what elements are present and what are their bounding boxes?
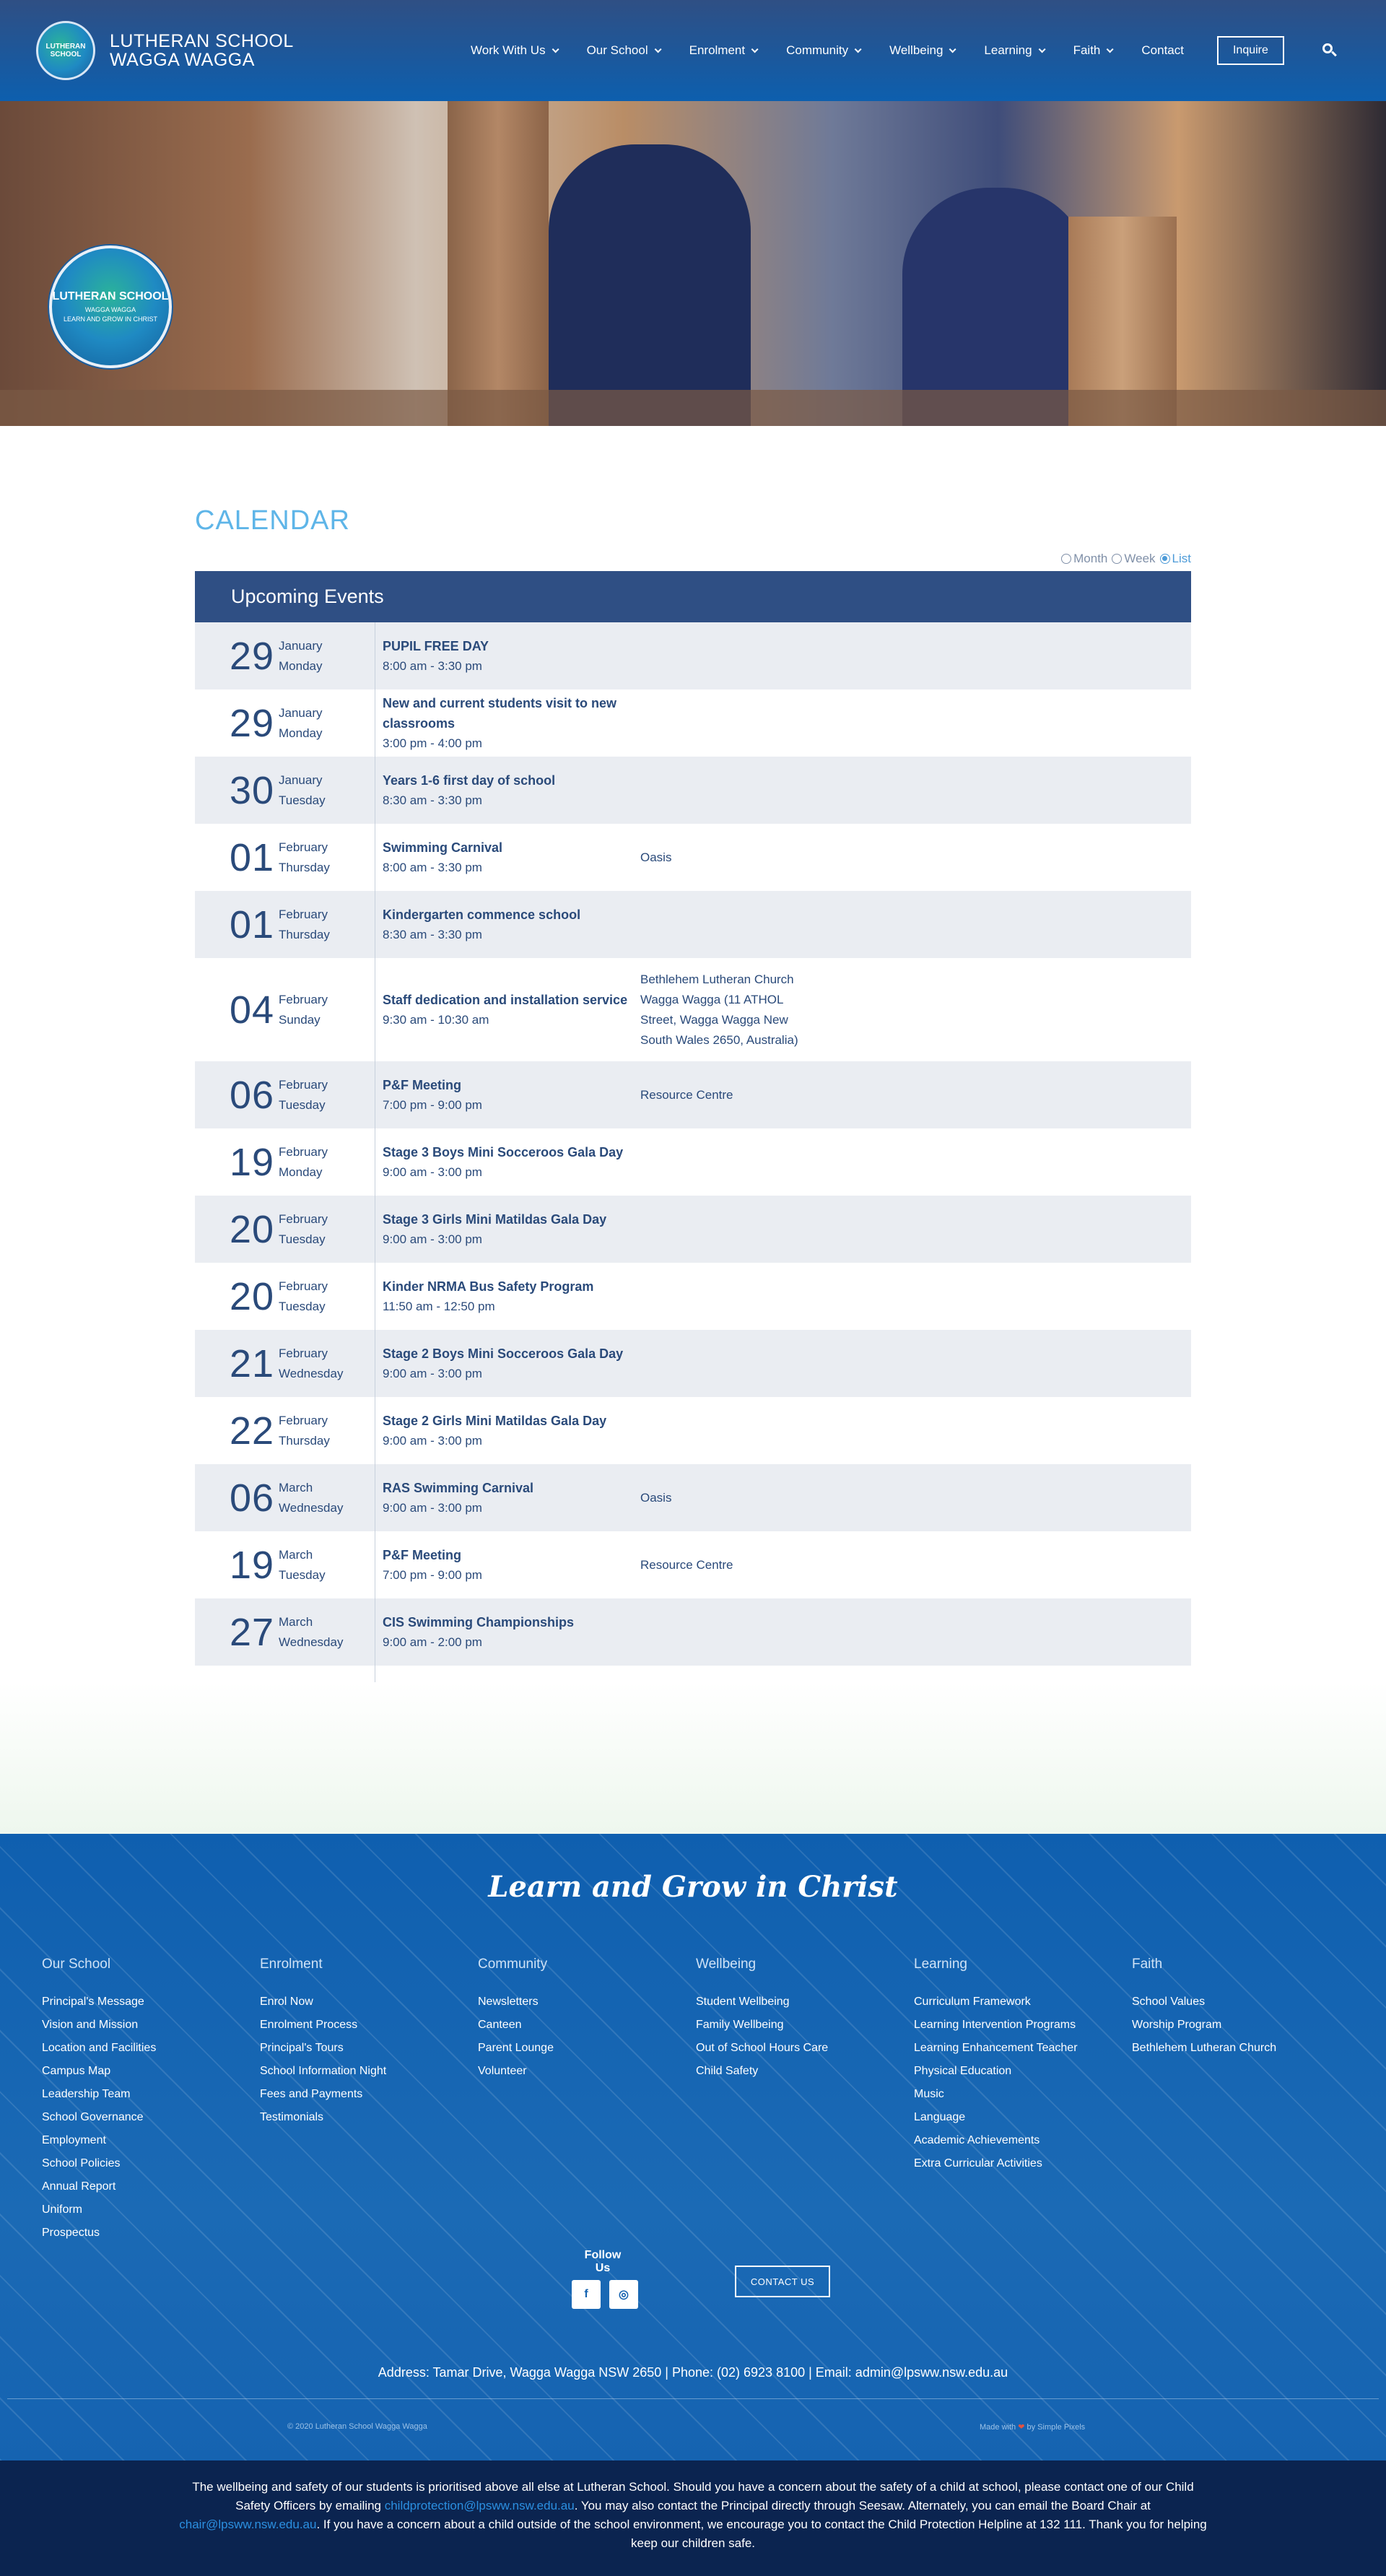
event-day: 20 (230, 1207, 275, 1251)
footer-link[interactable]: Principal's Tours (260, 2042, 344, 2054)
footer-link[interactable]: School Governance (42, 2111, 144, 2123)
view-label: List (1172, 552, 1191, 565)
footer-link[interactable]: School Policies (42, 2157, 121, 2170)
event-time: 9:00 am - 3:00 pm (383, 1232, 482, 1246)
footer-link[interactable]: Volunteer (478, 2065, 527, 2077)
event-time: 9:00 am - 2:00 pm (383, 1635, 482, 1649)
event-date (195, 622, 375, 689)
event-weekday: Thursday (279, 860, 330, 874)
footer-link[interactable]: Enrolment Process (260, 2019, 358, 2031)
event-date (195, 1531, 375, 1598)
nav-label: Faith (1073, 43, 1101, 57)
event-month-weekday (279, 1612, 343, 1653)
facebook-icon[interactable]: f (572, 2280, 601, 2309)
event-month: March (279, 1547, 313, 1562)
board-chair-email-link[interactable]: chair@lpsww.nsw.edu.au (179, 2518, 317, 2531)
footer-link-list (478, 1990, 696, 2083)
event-day: 19 (230, 1543, 275, 1587)
event-title[interactable]: RAS Swimming Carnival (383, 1480, 534, 1495)
footer-link[interactable]: Enrol Now (260, 1996, 313, 2008)
credit-prefix: Made with (980, 2423, 1016, 2432)
event-location (640, 1196, 799, 1263)
chevron-down-icon (552, 45, 559, 53)
event-title[interactable]: New and current students visit to new classrooms (383, 695, 617, 731)
nav-label: Work With Us (471, 43, 546, 57)
view-month-option[interactable] (1061, 552, 1107, 566)
event-row[interactable] (195, 1128, 1191, 1196)
footer-link[interactable]: Extra Curricular Activities (914, 2157, 1042, 2170)
footer-link[interactable]: Location and Facilities (42, 2042, 157, 2054)
view-label: Week (1124, 552, 1156, 565)
badge-motto: LEARN AND GROW IN CHRIST (63, 316, 157, 323)
footer-link[interactable]: Fees and Payments (260, 2088, 363, 2100)
event-info (375, 622, 640, 689)
event-month: February (279, 907, 328, 921)
event-row[interactable] (195, 689, 1191, 757)
event-day: 01 (230, 902, 275, 947)
event-date (195, 1464, 375, 1531)
event-time: 8:00 am - 3:30 pm (383, 658, 482, 673)
footer-column (914, 1957, 1132, 2245)
event-info (375, 1196, 640, 1263)
nav-label: Wellbeing (889, 43, 943, 57)
event-day: 06 (230, 1476, 275, 1520)
event-date (195, 689, 375, 757)
event-location (640, 1397, 799, 1464)
events-list-body (195, 622, 1191, 1733)
event-info (375, 1531, 640, 1598)
school-name-line2: WAGGA WAGGA (110, 50, 255, 70)
event-month-weekday (279, 837, 330, 878)
footer-column-title[interactable]: Learning (914, 1957, 967, 1972)
nav-community[interactable] (786, 43, 859, 58)
event-day: 01 (230, 835, 275, 879)
footer-column (478, 1957, 696, 2245)
event-weekday: Wednesday (279, 1366, 344, 1380)
event-month-weekday (279, 1478, 343, 1518)
event-title[interactable]: Stage 3 Girls Mini Matildas Gala Day (383, 1211, 607, 1227)
event-row[interactable] (195, 1330, 1191, 1397)
event-date (195, 891, 375, 958)
hero-image (0, 101, 1386, 426)
event-weekday: Thursday (279, 927, 330, 941)
footer-column (42, 1957, 260, 2245)
event-month: February (279, 1413, 328, 1427)
event-weekday: Tuesday (279, 793, 326, 807)
search-icon-handle (1331, 51, 1337, 57)
nav-our-school[interactable] (587, 43, 659, 58)
school-crest-badge (49, 245, 172, 368)
footer-link[interactable]: Vision and Mission (42, 2019, 139, 2031)
event-day: 27 (230, 1610, 275, 1654)
event-date (195, 1196, 375, 1263)
calendar-view-switch (1061, 552, 1191, 566)
view-list-option[interactable] (1160, 552, 1191, 566)
nav-label: Contact (1141, 43, 1184, 57)
event-date (195, 1397, 375, 1464)
radio-selected-icon (1160, 554, 1170, 564)
footer-divider (7, 2398, 1379, 2399)
event-info (375, 1263, 640, 1330)
event-row[interactable] (195, 1598, 1191, 1666)
badge-subtitle: WAGGA WAGGA (84, 305, 136, 313)
nav-contact[interactable] (1141, 43, 1184, 58)
event-month: March (279, 1480, 313, 1494)
event-month-weekday (279, 1545, 326, 1585)
events-list-header: Upcoming Events (195, 571, 1191, 622)
footer-link[interactable]: Learning Intervention Programs (914, 2019, 1076, 2031)
footer-link[interactable]: School Information Night (260, 2065, 387, 2077)
chevron-down-icon (751, 45, 759, 53)
school-name-line1: LUTHERAN SCHOOL (110, 31, 294, 51)
event-day: 29 (230, 634, 275, 678)
event-date (195, 1330, 375, 1397)
nav-label: Learning (984, 43, 1032, 57)
chevron-down-icon (654, 45, 661, 53)
event-title[interactable]: Stage 2 Boys Mini Socceroos Gala Day (383, 1346, 624, 1361)
event-info (375, 1464, 640, 1531)
event-location: Resource Centre (640, 1087, 733, 1102)
footer-link[interactable]: Child Safety (696, 2065, 759, 2077)
badge-title: LUTHERAN SCHOOL (52, 290, 169, 303)
event-location: Bethlehem Lutheran Church Wagga Wagga (11 ATHOL Street, Wagga Wagga New South Wales 2650, Australia) (640, 972, 798, 1047)
footer-link[interactable]: Campus Map (42, 2065, 111, 2077)
event-location (640, 689, 799, 757)
event-month-weekday (279, 703, 322, 744)
event-title[interactable]: Stage 3 Boys Mini Socceroos Gala Day (383, 1144, 624, 1159)
event-month-weekday (279, 990, 328, 1030)
event-row[interactable] (195, 891, 1191, 958)
site-footer (0, 1834, 1386, 2460)
child-safety-notice (0, 2460, 1386, 2576)
event-title[interactable]: Stage 2 Girls Mini Matildas Gala Day (383, 1413, 607, 1428)
event-title[interactable]: Staff dedication and installation service (383, 992, 628, 1007)
events-list (195, 571, 1191, 1733)
site-header (0, 0, 1386, 101)
heart-icon: ❤ (1018, 2423, 1025, 2432)
event-weekday: Wednesday (279, 1635, 344, 1649)
event-weekday: Sunday (279, 1012, 321, 1027)
nav-enrolment[interactable] (689, 43, 756, 58)
event-date (195, 1263, 375, 1330)
event-month-weekday (279, 1344, 343, 1384)
view-week-option[interactable] (1112, 552, 1155, 566)
footer-link[interactable]: Out of School Hours Care (696, 2042, 829, 2054)
event-weekday: Wednesday (279, 1500, 344, 1515)
event-info (375, 1061, 640, 1128)
event-location (640, 1263, 799, 1330)
page-title: CALENDAR (195, 505, 350, 536)
hero-student-left (549, 144, 751, 426)
event-date (195, 1598, 375, 1666)
event-day: 04 (230, 988, 275, 1032)
event-weekday: Monday (279, 1165, 323, 1179)
event-time: 11:50 am - 12:50 pm (383, 1299, 495, 1313)
footer-columns (42, 1957, 1350, 2245)
footer-link[interactable]: Canteen (478, 2019, 522, 2031)
event-title[interactable]: Kinder NRMA Bus Safety Program (383, 1279, 594, 1294)
footer-link[interactable]: Family Wellbeing (696, 2019, 784, 2031)
nav-faith[interactable] (1073, 43, 1112, 58)
footer-tagline: Learn and Grow in Christ (488, 1870, 898, 1904)
footer-link[interactable]: School Values (1132, 1996, 1206, 2008)
nav-label: Community (786, 43, 849, 57)
event-row[interactable] (195, 1531, 1191, 1598)
contact-us-button[interactable]: CONTACT US (735, 2266, 830, 2297)
notice-text: . If you have a concern about a child outside of the school environment, we encourage you to contact the Child Protection Helpline at 132 111. Thank you for helping keep our children safe. (316, 2518, 1207, 2550)
footer-link[interactable]: Student Wellbeing (696, 1996, 790, 2008)
hero-floor (0, 390, 1386, 426)
event-row[interactable] (195, 1061, 1191, 1128)
footer-column (260, 1957, 478, 2245)
event-time: 7:00 pm - 9:00 pm (383, 1097, 482, 1112)
event-title[interactable]: Years 1-6 first day of school (383, 773, 556, 788)
footer-link[interactable]: Curriculum Framework (914, 1996, 1031, 2008)
footer-link-list (42, 1990, 260, 2245)
event-date (195, 757, 375, 824)
chevron-down-icon (855, 45, 862, 53)
footer-link-list (696, 1990, 914, 2083)
chevron-down-icon (949, 45, 956, 53)
event-info (375, 689, 640, 757)
event-info (375, 1397, 640, 1464)
footer-address: Address: Tamar Drive, Wagga Wagga NSW 2650 | Phone: (02) 6923 8100 | Email: admin@lpsww.nsw.edu.au (378, 2365, 1008, 2380)
event-time: 9:00 am - 3:00 pm (383, 1433, 482, 1448)
event-month-weekday (279, 770, 326, 811)
event-row[interactable] (195, 622, 1191, 689)
event-day: 06 (230, 1073, 275, 1117)
event-row[interactable] (195, 1397, 1191, 1464)
footer-link[interactable]: Leadership Team (42, 2088, 131, 2100)
footer-column-title[interactable]: Wellbeing (696, 1957, 757, 1972)
event-info (375, 757, 640, 824)
school-name (110, 32, 294, 69)
footer-link[interactable]: Newsletters (478, 1996, 539, 2008)
event-info (375, 1598, 640, 1666)
event-time: 7:00 pm - 9:00 pm (383, 1567, 482, 1582)
event-time: 8:00 am - 3:30 pm (383, 860, 482, 874)
chevron-down-icon (1038, 45, 1045, 53)
footer-link[interactable]: Music (914, 2088, 944, 2100)
event-month: February (279, 992, 328, 1006)
main-nav (471, 0, 1284, 101)
event-month: February (279, 1279, 328, 1293)
event-day: 30 (230, 768, 275, 812)
event-weekday: Thursday (279, 1433, 330, 1448)
social-links (572, 2280, 638, 2309)
event-weekday: Tuesday (279, 1567, 326, 1582)
event-month: January (279, 773, 323, 787)
event-month: January (279, 705, 323, 720)
footer-link[interactable]: Worship Program (1132, 2019, 1222, 2031)
event-day: 21 (230, 1341, 275, 1385)
event-month-weekday (279, 636, 322, 676)
event-day: 20 (230, 1274, 275, 1318)
event-info (375, 958, 640, 1061)
footer-column-title[interactable]: Enrolment (260, 1957, 323, 1972)
child-safety-email-link[interactable]: childprotection@lpsww.nsw.edu.au (384, 2499, 575, 2512)
event-row[interactable] (195, 1196, 1191, 1263)
radio-icon (1112, 554, 1122, 564)
event-row[interactable] (195, 824, 1191, 891)
made-with-credit[interactable] (980, 2422, 1085, 2432)
event-month: February (279, 1144, 328, 1159)
footer-column (696, 1957, 914, 2245)
footer-link[interactable]: Testimonials (260, 2111, 324, 2123)
footer-column-title[interactable]: Community (478, 1957, 548, 1972)
event-day: 22 (230, 1409, 275, 1453)
event-weekday: Tuesday (279, 1097, 326, 1112)
footer-column-title[interactable]: Faith (1132, 1957, 1163, 1972)
footer-link[interactable]: Uniform (42, 2203, 83, 2216)
footer-link[interactable]: Academic Achievements (914, 2134, 1040, 2146)
event-row[interactable] (195, 958, 1191, 1061)
event-date (195, 1061, 375, 1128)
hero-post (448, 101, 549, 426)
event-time: 8:30 am - 3:30 pm (383, 927, 482, 941)
event-info (375, 891, 640, 958)
event-location (640, 1598, 799, 1666)
event-month-weekday (279, 1075, 328, 1115)
event-date (195, 1128, 375, 1196)
event-date (195, 958, 375, 1061)
event-month-weekday (279, 1411, 330, 1451)
event-row[interactable] (195, 1263, 1191, 1330)
event-month: February (279, 840, 328, 854)
event-info (375, 1128, 640, 1196)
event-time: 9:00 am - 3:00 pm (383, 1366, 482, 1380)
footer-column-title[interactable]: Our School (42, 1957, 111, 1972)
credit-suffix: by Simple Pixels (1027, 2423, 1086, 2432)
footer-link[interactable]: Employment (42, 2134, 106, 2146)
event-month-weekday (279, 1142, 328, 1183)
footer-link[interactable]: Learning Enhancement Teacher (914, 2042, 1078, 2054)
event-month-weekday (279, 1209, 328, 1250)
event-month-weekday (279, 905, 330, 945)
event-weekday: Monday (279, 726, 323, 740)
site-logo[interactable] (36, 21, 294, 80)
event-time: 9:00 am - 3:00 pm (383, 1165, 482, 1179)
event-location (640, 1330, 799, 1397)
footer-link[interactable]: Parent Lounge (478, 2042, 554, 2054)
event-time: 3:00 pm - 4:00 pm (383, 736, 482, 750)
nav-learning[interactable] (984, 43, 1042, 58)
event-row[interactable] (195, 757, 1191, 824)
inquire-button[interactable]: Inquire (1217, 36, 1284, 65)
event-month-weekday (279, 1276, 328, 1317)
section-fade (0, 1682, 1386, 1834)
event-location (640, 622, 799, 689)
instagram-icon[interactable]: ◎ (609, 2280, 638, 2309)
event-location: Oasis (640, 850, 672, 864)
chevron-down-icon (1107, 45, 1114, 53)
event-day: 29 (230, 701, 275, 745)
footer-column (1132, 1957, 1350, 2245)
event-title[interactable]: P&F Meeting (383, 1077, 462, 1092)
nav-work-with-us[interactable] (471, 43, 557, 58)
event-month: February (279, 1346, 328, 1360)
nav-wellbeing[interactable] (889, 43, 954, 58)
event-month: March (279, 1614, 313, 1629)
footer-link[interactable]: Bethlehem Lutheran Church (1132, 2042, 1277, 2054)
event-time: 9:00 am - 3:00 pm (383, 1500, 482, 1515)
event-row[interactable] (195, 1464, 1191, 1531)
footer-link-list (260, 1990, 478, 2129)
event-location: Oasis (640, 1490, 672, 1505)
event-day: 19 (230, 1140, 275, 1184)
search-icon[interactable] (1322, 43, 1337, 58)
event-month: January (279, 638, 323, 653)
event-time: 8:30 am - 3:30 pm (383, 793, 482, 807)
nav-label: Our School (586, 43, 648, 57)
event-date (195, 824, 375, 891)
event-month: February (279, 1077, 328, 1092)
event-time: 9:30 am - 10:30 am (383, 1012, 489, 1027)
footer-link-list (1132, 1990, 1350, 2060)
footer-link[interactable]: Annual Report (42, 2180, 116, 2193)
event-info (375, 1330, 640, 1397)
event-info (375, 824, 640, 891)
school-logo-icon: LUTHERAN SCHOOL (36, 21, 95, 80)
event-weekday: Tuesday (279, 1232, 326, 1246)
footer-link[interactable]: Principal's Message (42, 1996, 144, 2008)
nav-label: Enrolment (689, 43, 746, 57)
event-title[interactable]: Swimming Carnival (383, 840, 503, 855)
event-location (640, 1128, 799, 1196)
event-weekday: Tuesday (279, 1299, 326, 1313)
event-title[interactable]: Kindergarten commence school (383, 907, 581, 922)
event-title[interactable]: CIS Swimming Championships (383, 1614, 575, 1629)
event-location (640, 891, 799, 958)
event-title[interactable]: P&F Meeting (383, 1547, 462, 1562)
event-location: Resource Centre (640, 1557, 733, 1572)
footer-link[interactable]: Prospectus (42, 2227, 100, 2239)
copyright: © 2020 Lutheran School Wagga Wagga (287, 2422, 427, 2431)
notice-text: The wellbeing and safety of our students is prioritised above all else at Lutheran School. Should you have a concern about the safety of a child at school, please contact one of our Child Safety Officers by emailing (192, 2480, 1194, 2512)
view-label: Month (1073, 552, 1108, 565)
event-weekday: Monday (279, 658, 323, 673)
event-location (640, 757, 799, 824)
event-title[interactable]: PUPIL FREE DAY (383, 638, 489, 653)
footer-link[interactable]: Physical Education (914, 2065, 1012, 2077)
notice-text: . You may also contact the Principal directly through Seesaw. Alternately, you can email the Board Chair at (574, 2499, 1151, 2512)
follow-us-label: Follow Us (584, 2249, 622, 2274)
footer-link[interactable]: Language (914, 2111, 966, 2123)
footer-link-list (914, 1990, 1132, 2175)
event-month: February (279, 1211, 328, 1226)
radio-icon (1061, 554, 1071, 564)
